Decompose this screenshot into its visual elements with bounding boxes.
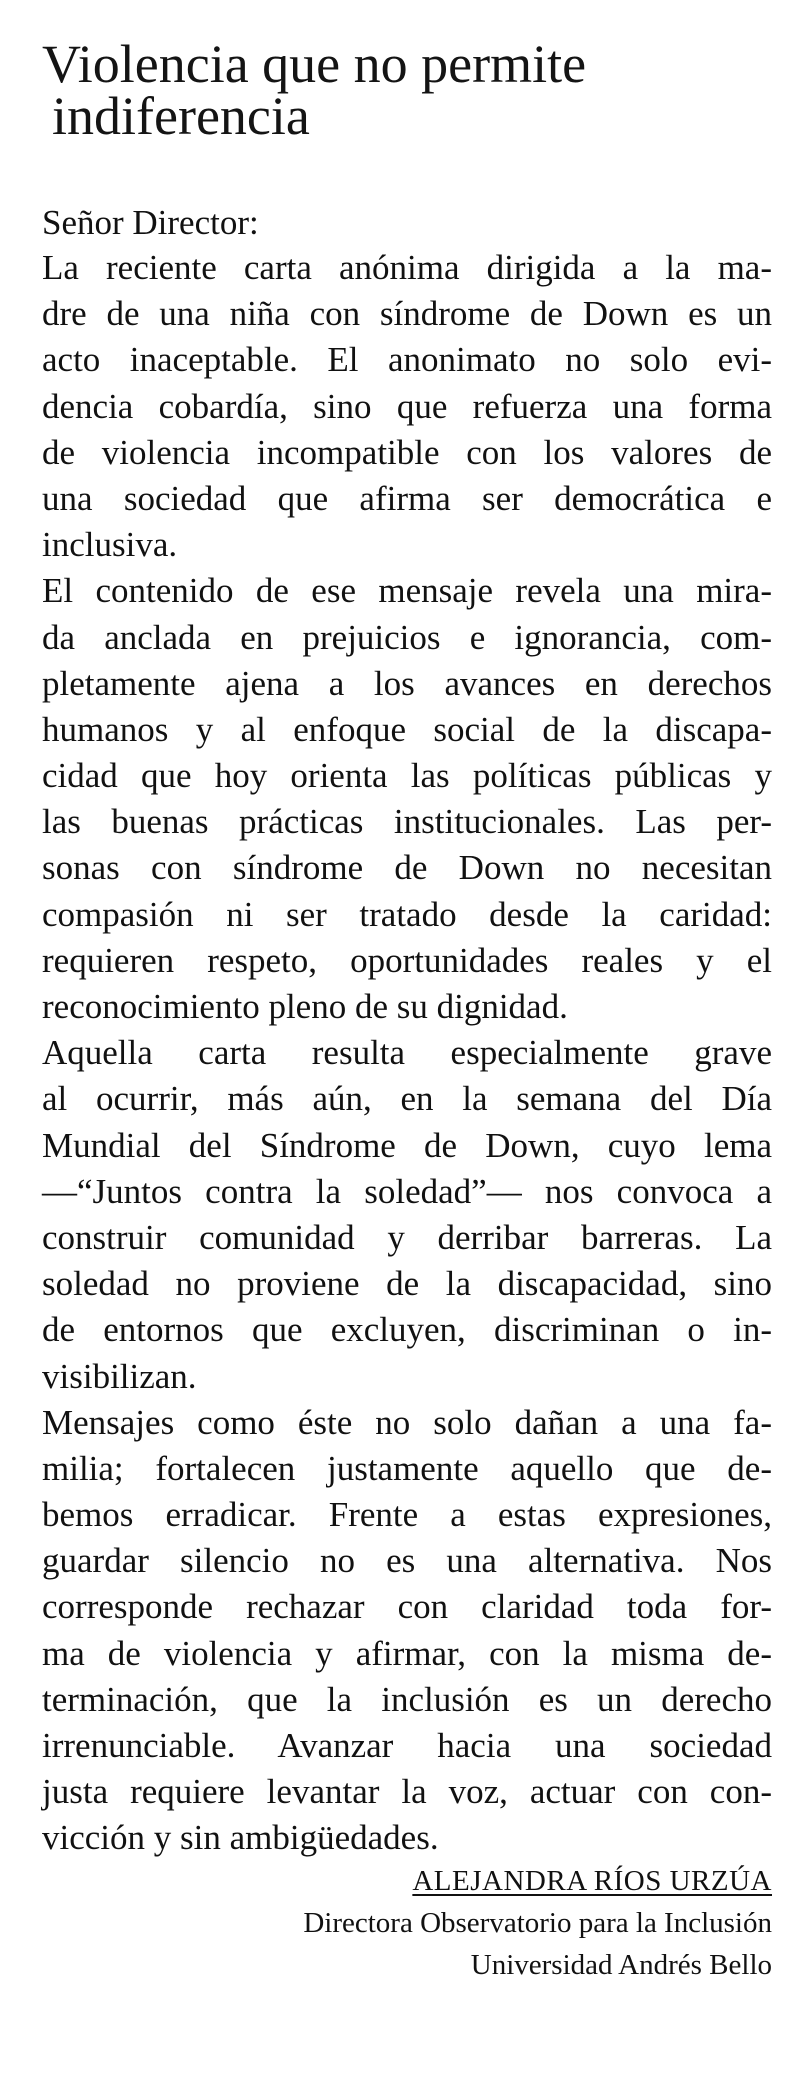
text-line: soledad no proviene de la discapacidad, sino <box>42 1264 772 1304</box>
text-line: humanos y al enfoque social de la discapa- <box>42 709 772 749</box>
text-line: de violencia incompatible con los valores de <box>42 432 772 472</box>
title-line-1: Violencia que no permite <box>42 34 587 94</box>
author-role: Directora Observatorio para la Inclusión <box>303 1907 772 1939</box>
text-line: sonas con síndrome de Down no necesitan <box>42 848 772 888</box>
text-line: guardar silencio no es una alternativa. Nos <box>42 1541 772 1581</box>
text-line: dencia cobardía, sino que refuerza una forma <box>42 386 772 426</box>
text-line: inclusiva. <box>42 525 178 565</box>
text-line: cidad que hoy orienta las políticas públicas y <box>42 756 772 796</box>
salutation: Señor Director: <box>42 203 259 242</box>
text-line: El contenido de ese mensaje revela una mira- <box>42 571 772 611</box>
text-line: justa requiere levantar la voz, actuar con con- <box>42 1772 772 1812</box>
text-line: corresponde rechazar con claridad toda for- <box>42 1587 772 1627</box>
text-line: una sociedad que afirma ser democrática e <box>42 478 772 518</box>
text-line: —“Juntos contra la soledad”— nos convoca a <box>42 1171 772 1211</box>
paragraph <box>42 568 772 1030</box>
text-line: Aquella carta resulta especialmente grave <box>42 1033 772 1073</box>
text-line: da anclada en prejuicios e ignorancia, com- <box>42 617 772 657</box>
text-line: requieren respeto, oportunidades reales y el <box>42 940 772 980</box>
text-line: acto inaceptable. El anonimato no solo evi- <box>42 340 772 380</box>
text-line: milia; fortalecen justamente aquello que de- <box>42 1448 772 1488</box>
text-line: al ocurrir, más aún, en la semana del Día <box>42 1079 772 1119</box>
text-line: Mundial del Síndrome de Down, cuyo lema <box>42 1125 772 1165</box>
author-name: ALEJANDRA RÍOS URZÚA <box>412 1865 772 1897</box>
text-line: vicción y sin ambigüedades. <box>42 1818 439 1858</box>
text-line: pletamente ajena a los avances en derechos <box>42 663 772 703</box>
text-line: compasión ni ser tratado desde la caridad: <box>42 894 772 934</box>
text-line: ma de violencia y afirmar, con la misma de- <box>42 1633 772 1673</box>
signature-block <box>42 1860 772 1986</box>
text-line: de entornos que excluyen, discriminan o in- <box>42 1310 772 1350</box>
letter-body <box>42 245 772 1862</box>
paragraph <box>42 245 772 568</box>
title-line-2: indiferencia <box>52 86 310 146</box>
text-line: La reciente carta anónima dirigida a la ma- <box>42 248 772 287</box>
text-line: las buenas prácticas institucionales. Las per- <box>42 802 772 842</box>
paragraph <box>42 1030 772 1400</box>
author-organization: Universidad Andrés Bello <box>470 1949 772 1981</box>
text-line: dre de una niña con síndrome de Down es un <box>42 294 772 334</box>
paragraph <box>42 1400 772 1862</box>
text-line: visibilizan. <box>42 1356 197 1396</box>
letter-title <box>42 34 762 146</box>
text-line: bemos erradicar. Frente a estas expresiones, <box>42 1495 772 1535</box>
text-line: irrenunciable. Avanzar hacia una sociedad <box>42 1726 772 1765</box>
text-line: reconocimiento pleno de su dignidad. <box>42 987 568 1026</box>
text-line: construir comunidad y derribar barreras. La <box>42 1217 772 1257</box>
text-line: Mensajes como éste no solo dañan a una fa- <box>42 1402 772 1442</box>
text-line: terminación, que la inclusión es un derecho <box>42 1679 772 1719</box>
